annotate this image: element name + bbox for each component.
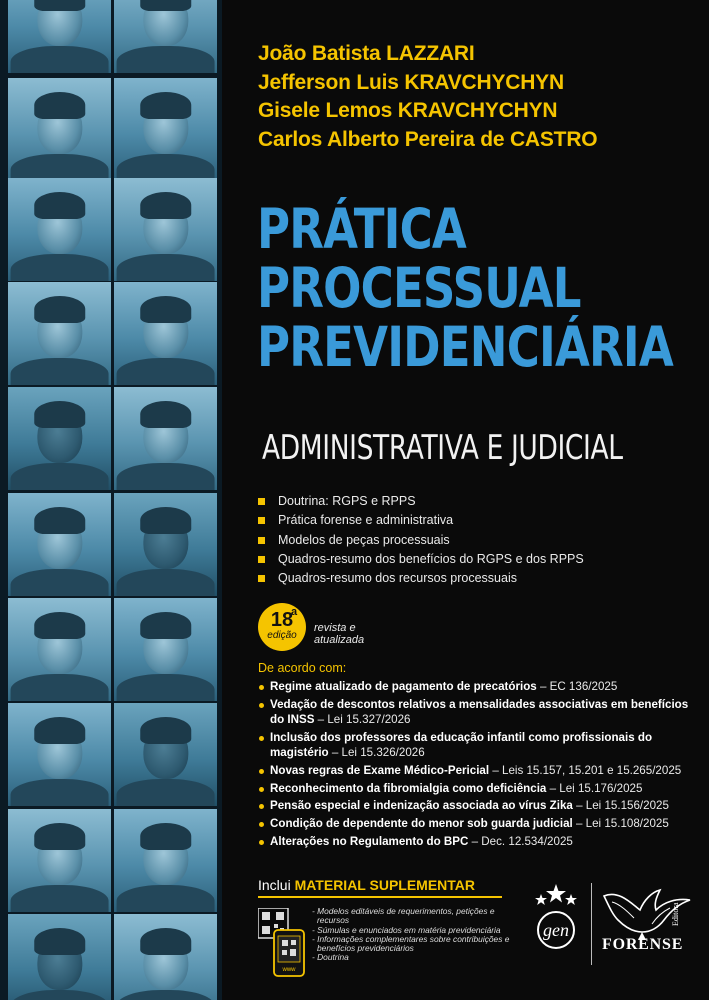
update-item [258, 781, 703, 797]
update-title: Novas regras de Exame Médico-Pericial [270, 764, 490, 778]
portrait-photo [114, 493, 217, 596]
update-reference: – EC 136/2025 [536, 680, 618, 693]
update-reference: – Lei 15.176/2025 [546, 781, 643, 795]
update-item [258, 834, 703, 850]
title-line: PROCESSUAL [257, 256, 581, 320]
portrait-photo [114, 178, 217, 281]
update-reference: – Lei 15.326/2026 [328, 746, 425, 760]
update-title: Alterações no Regulamento do BPC [270, 834, 469, 848]
portrait-photo [114, 387, 217, 490]
logo-divider [591, 883, 592, 965]
round-bullet-icon [259, 736, 264, 741]
gen-logo-icon [527, 880, 585, 960]
qr-caption: www [282, 967, 296, 973]
author-name: Jefferson Luis KRAVCHYCHYN [258, 70, 564, 94]
publisher-name: FORENSE [602, 936, 684, 953]
feature-text: Quadros-resumo dos benefícios do RGPS e dos RPPS [278, 551, 584, 566]
title-line: PREVIDENCIÁRIA [257, 315, 673, 379]
portrait-photo [114, 282, 217, 385]
feature-list [258, 492, 698, 588]
portrait-photo [8, 598, 111, 701]
supplement-item: - Doutrina [312, 952, 349, 963]
updates-list [258, 679, 703, 852]
portrait-photo-strip [0, 0, 222, 1000]
qr-phone-icon [258, 908, 308, 978]
portrait-photo [114, 914, 217, 1000]
updates-intro: De acordo com: [258, 661, 347, 675]
update-item [258, 798, 703, 814]
portrait-photo [114, 703, 217, 806]
feature-item [258, 550, 698, 569]
publisher-label: Editora [671, 902, 680, 926]
square-bullet-icon [258, 575, 265, 582]
supplement-divider [258, 896, 502, 898]
feature-item [258, 492, 698, 511]
portrait-photo [8, 78, 111, 181]
feature-item [258, 511, 698, 530]
round-bullet-icon [259, 703, 264, 708]
author-name: João Batista LAZZARI [258, 42, 475, 65]
portrait-photo [8, 493, 111, 596]
edition-badge [258, 603, 306, 651]
supplement-item: - Súmulas e enunciados em matéria previdenciária [312, 924, 501, 935]
portrait-photo [8, 282, 111, 385]
update-title: Vedação de descontos relativos a mensalidades associativas em benefícios do INSS [270, 697, 689, 727]
feature-text: Prática forense e administrativa [278, 513, 454, 528]
supplement-list [312, 907, 512, 963]
feature-text: Modelos de peças processuais [278, 532, 450, 547]
portrait-photo [8, 703, 111, 806]
feature-item [258, 531, 698, 550]
update-item [258, 763, 703, 779]
round-bullet-icon [259, 685, 264, 690]
round-bullet-icon [259, 787, 264, 792]
portrait-photo [8, 914, 111, 1000]
round-bullet-icon [259, 840, 264, 845]
supplement-item: recursos [317, 915, 350, 926]
portrait-photo [8, 0, 111, 73]
square-bullet-icon [258, 498, 265, 505]
update-reference: – Lei 15.108/2025 [572, 817, 669, 831]
author-name: Gisele Lemos KRAVCHYCHYN [258, 99, 558, 122]
supplement-heading [258, 877, 475, 893]
update-title: Pensão especial e indenização associada ao vírus Zika [270, 799, 573, 813]
feature-text: Quadros-resumo dos recursos processuais [278, 571, 517, 586]
book-subtitle: ADMINISTRATIVA E JUDICIAL [262, 428, 623, 468]
update-item [258, 730, 703, 761]
portrait-photo [8, 809, 111, 912]
edition-number: 18 [270, 609, 294, 631]
supplement-item: - Informações complementares sobre contribuições e [312, 933, 510, 944]
update-reference: – Lei 15.327/2026 [314, 713, 411, 727]
portrait-photo [114, 598, 217, 701]
square-bullet-icon [258, 537, 265, 544]
update-title: Inclusão dos professores da educação infantil como profissionais do magistério [270, 730, 653, 760]
supplement-highlight: MATERIAL SUPLEMENTAR [294, 877, 476, 893]
book-title [257, 197, 697, 379]
update-title: Condição de dependente do menor sob guarda judicial [270, 817, 573, 831]
square-bullet-icon [258, 517, 265, 524]
author-name: Carlos Alberto Pereira de CASTRO [258, 127, 598, 151]
supplement-prefix: Inclui [258, 877, 295, 893]
edition-note: revista e atualizada [314, 622, 365, 646]
supplement-item: benefícios previdenciários [317, 943, 414, 954]
round-bullet-icon [259, 822, 264, 827]
title-line: PRÁTICA [257, 197, 466, 261]
portrait-photo [8, 387, 111, 490]
update-reference: – Dec. 12.534/2025 [468, 834, 573, 848]
update-item [258, 679, 703, 695]
update-item [258, 816, 703, 832]
edition-word: edição [267, 630, 297, 641]
update-title: Reconhecimento da fibromialgia como deficiência [270, 781, 547, 795]
update-reference: – Leis 15.157, 15.201 e 15.265/2025 [489, 764, 682, 778]
edition-superscript: a [291, 606, 298, 618]
update-title: Regime atualizado de pagamento de precatórios [270, 680, 537, 693]
portrait-photo [8, 178, 111, 281]
feature-item [258, 569, 698, 588]
portrait-photo [114, 0, 217, 73]
author-list [258, 40, 698, 154]
portrait-photo [114, 78, 217, 181]
feature-text: Doutrina: RGPS e RPPS [278, 494, 416, 508]
supplement-item: - Modelos editáveis de requerimentos, petições e [312, 906, 495, 916]
round-bullet-icon [259, 769, 264, 774]
portrait-photo [114, 809, 217, 912]
gen-logo-text: gen [543, 920, 569, 940]
update-reference: – Lei 15.156/2025 [572, 799, 669, 813]
round-bullet-icon [259, 804, 264, 809]
square-bullet-icon [258, 556, 265, 563]
update-item [258, 697, 703, 728]
